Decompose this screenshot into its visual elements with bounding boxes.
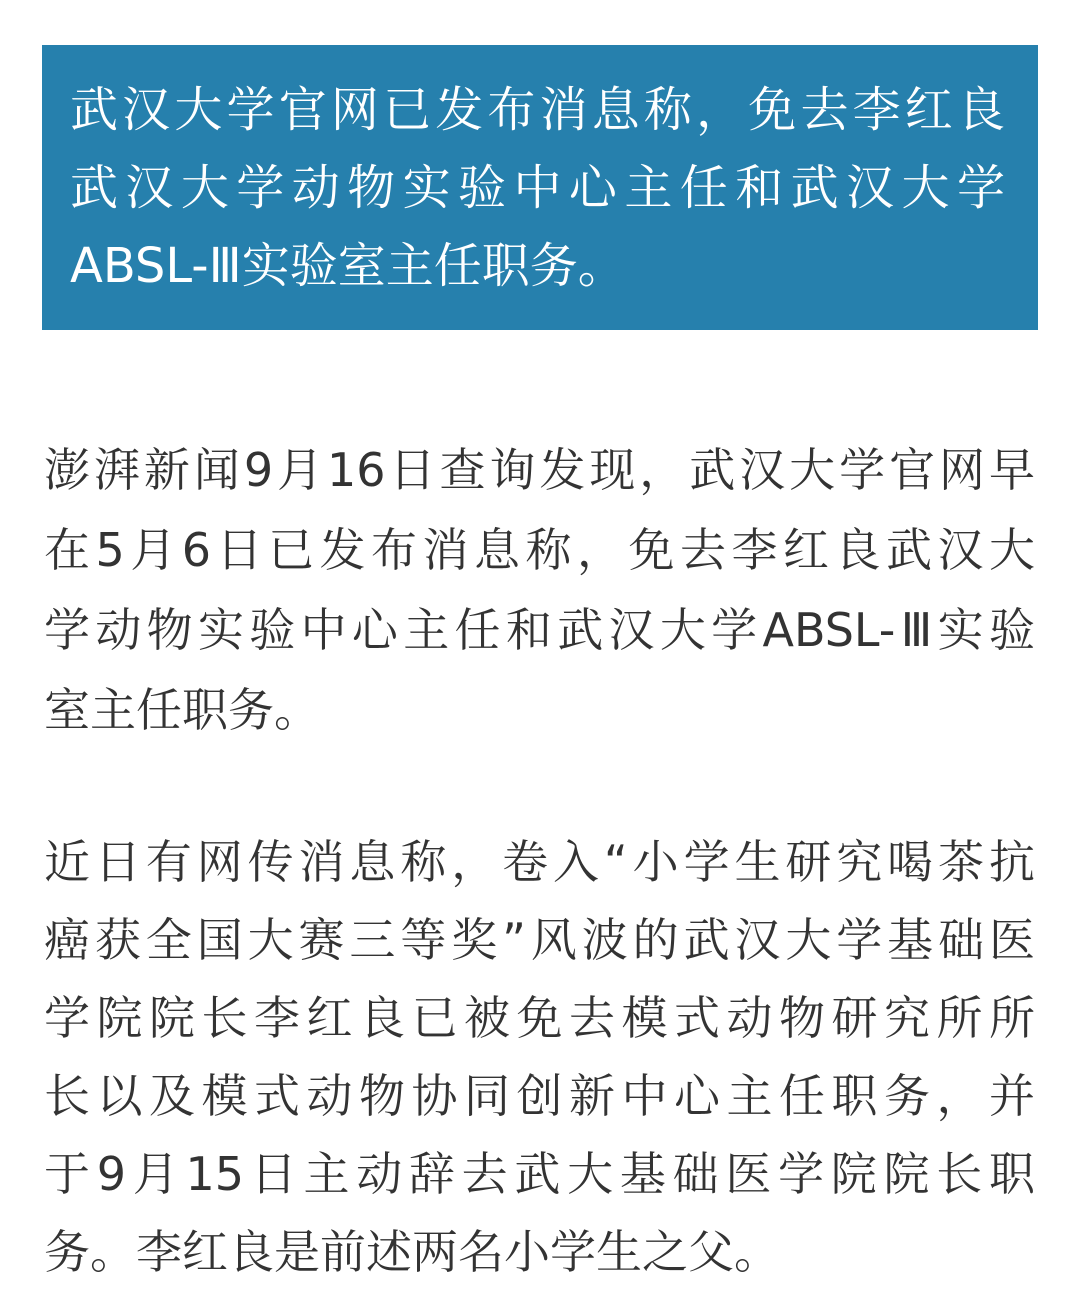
highlight-line: ABSL-Ⅲ实验室主任职务。 <box>70 238 626 294</box>
highlight-box <box>42 45 1038 330</box>
paragraph-line: 长以及模式动物协同创新中心主任职务，并 <box>44 1069 1035 1123</box>
paragraph-line: 在5月6日已发布消息称，免去李红良武汉大 <box>44 523 1035 577</box>
highlight-line: 武汉大学动物实验中心主任和武汉大学 <box>70 160 1005 216</box>
article-paragraph <box>44 823 1035 1291</box>
paragraph-line: 癌获全国大赛三等奖”风波的武汉大学基础医 <box>44 913 1035 967</box>
paragraph-line: 澎湃新闻9月16日查询发现，武汉大学官网早 <box>44 443 1035 497</box>
paragraph-line: 务。李红良是前述两名小学生之父。 <box>44 1225 780 1279</box>
paragraph-line: 学院院长李红良已被免去模式动物研究所所 <box>44 991 1035 1045</box>
article-paragraph <box>44 430 1035 750</box>
paragraph-line: 室主任职务。 <box>44 683 320 737</box>
paragraph-line: 于9月15日主动辞去武大基础医学院院长职 <box>44 1147 1035 1201</box>
highlight-line: 武汉大学官网已发布消息称，免去李红良 <box>70 82 1005 138</box>
paragraph-line: 学动物实验中心主任和武汉大学ABSL-Ⅲ实验 <box>44 603 1035 657</box>
paragraph-line: 近日有网传消息称，卷入“小学生研究喝茶抗 <box>44 835 1035 889</box>
